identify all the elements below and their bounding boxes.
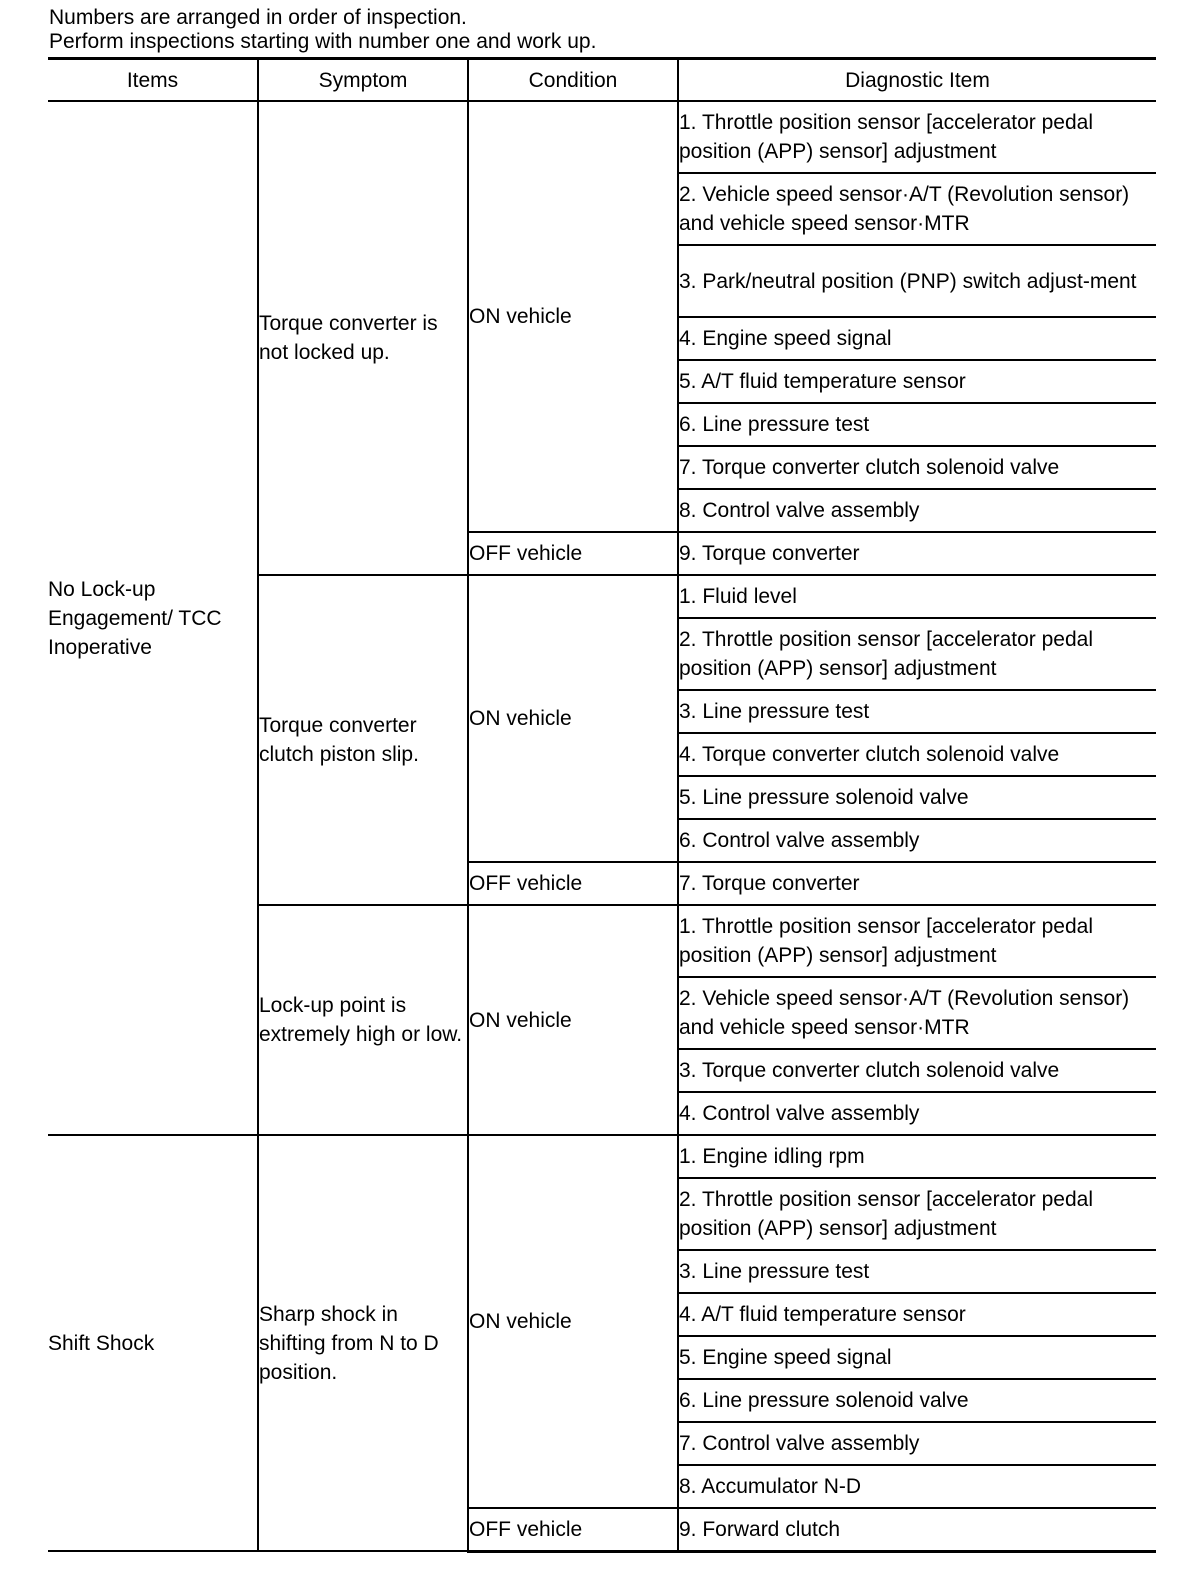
diagnostic-item-cell: 6. Control valve assembly [678,819,1156,862]
diagnostic-item-cell: 2. Vehicle speed sensor·A/T (Revolution sensor) and vehicle speed sensor·MTR [678,173,1156,245]
header-symptom: Symptom [258,59,468,102]
diagnostic-item-cell: 9. Forward clutch [678,1508,1156,1551]
diagnostic-item-cell: 2. Vehicle speed sensor·A/T (Revolution sensor) and vehicle speed sensor·MTR [678,977,1156,1049]
item-cell: No Lock-up Engagement/ TCC Inoperative [48,101,258,1135]
diagnostic-item-cell: 4. Control valve assembly [678,1092,1156,1135]
item-cell: Shift Shock [48,1135,258,1551]
diagnostic-item-cell: 9. Torque converter [678,532,1156,575]
diagnostic-item-cell: 4. Engine speed signal [678,317,1156,360]
diagnostic-item-cell: 7. Torque converter [678,862,1156,905]
condition-cell: ON vehicle [468,575,678,862]
diagnostic-item-cell: 3. Park/neutral position (PNP) switch adjust-ment [678,245,1156,317]
diagnostic-item-cell: 6. Line pressure test [678,403,1156,446]
diagnostic-item-cell: 2. Throttle position sensor [accelerator pedal position (APP) sensor] adjustment [678,618,1156,690]
diagnostic-item-cell: 7. Control valve assembly [678,1422,1156,1465]
condition-cell: OFF vehicle [468,1508,678,1551]
diagnostic-item-cell: 5. Engine speed signal [678,1336,1156,1379]
condition-cell: ON vehicle [468,905,678,1135]
symptom-cell: Sharp shock in shifting from N to D position. [258,1135,468,1551]
header-diagnostic-item: Diagnostic Item [678,59,1156,102]
diagnostic-item-cell: 6. Line pressure solenoid valve [678,1379,1156,1422]
symptom-cell: Lock-up point is extremely high or low. [258,905,468,1135]
diagnostic-item-cell: 3. Line pressure test [678,1250,1156,1293]
diagnostic-item-cell: 1. Throttle position sensor [accelerator pedal position (APP) sensor] adjustment [678,101,1156,173]
condition-cell: ON vehicle [468,101,678,532]
diagnostic-item-cell: 8. Accumulator N-D [678,1465,1156,1508]
diagnostic-item-cell: 8. Control valve assembly [678,489,1156,532]
diagnostic-table [48,57,1156,1553]
diagnostic-item-cell: 4. A/T fluid temperature sensor [678,1293,1156,1336]
condition-cell: OFF vehicle [468,862,678,905]
diagnostic-item-cell: 5. Line pressure solenoid valve [678,776,1156,819]
diagnostic-item-cell: 1. Fluid level [678,575,1156,618]
diagnostic-item-cell: 3. Line pressure test [678,690,1156,733]
intro-note [49,6,596,54]
table-row [48,1135,1156,1178]
table-row [48,101,1156,173]
diagnostic-item-cell: 1. Throttle position sensor [accelerator pedal position (APP) sensor] adjustment [678,905,1156,977]
diagnostic-item-cell: 1. Engine idling rpm [678,1135,1156,1178]
diagnostic-item-cell: 5. A/T fluid temperature sensor [678,360,1156,403]
condition-cell: OFF vehicle [468,532,678,575]
diagnostic-item-cell: 7. Torque converter clutch solenoid valve [678,446,1156,489]
diagnostic-item-cell: 2. Throttle position sensor [accelerator pedal position (APP) sensor] adjustment [678,1178,1156,1250]
table-header-row [48,59,1156,102]
condition-cell: ON vehicle [468,1135,678,1508]
symptom-cell: Torque converter is not locked up. [258,101,468,575]
table-body [48,101,1156,1551]
intro-line-2: Perform inspections starting with number one and work up. [49,30,597,53]
diagnostic-item-cell: 3. Torque converter clutch solenoid valve [678,1049,1156,1092]
intro-line-1: Numbers are arranged in order of inspection. [49,6,467,29]
diagnostic-item-cell: 4. Torque converter clutch solenoid valve [678,733,1156,776]
symptom-cell: Torque converter clutch piston slip. [258,575,468,905]
header-condition: Condition [468,59,678,102]
header-items: Items [48,59,258,102]
